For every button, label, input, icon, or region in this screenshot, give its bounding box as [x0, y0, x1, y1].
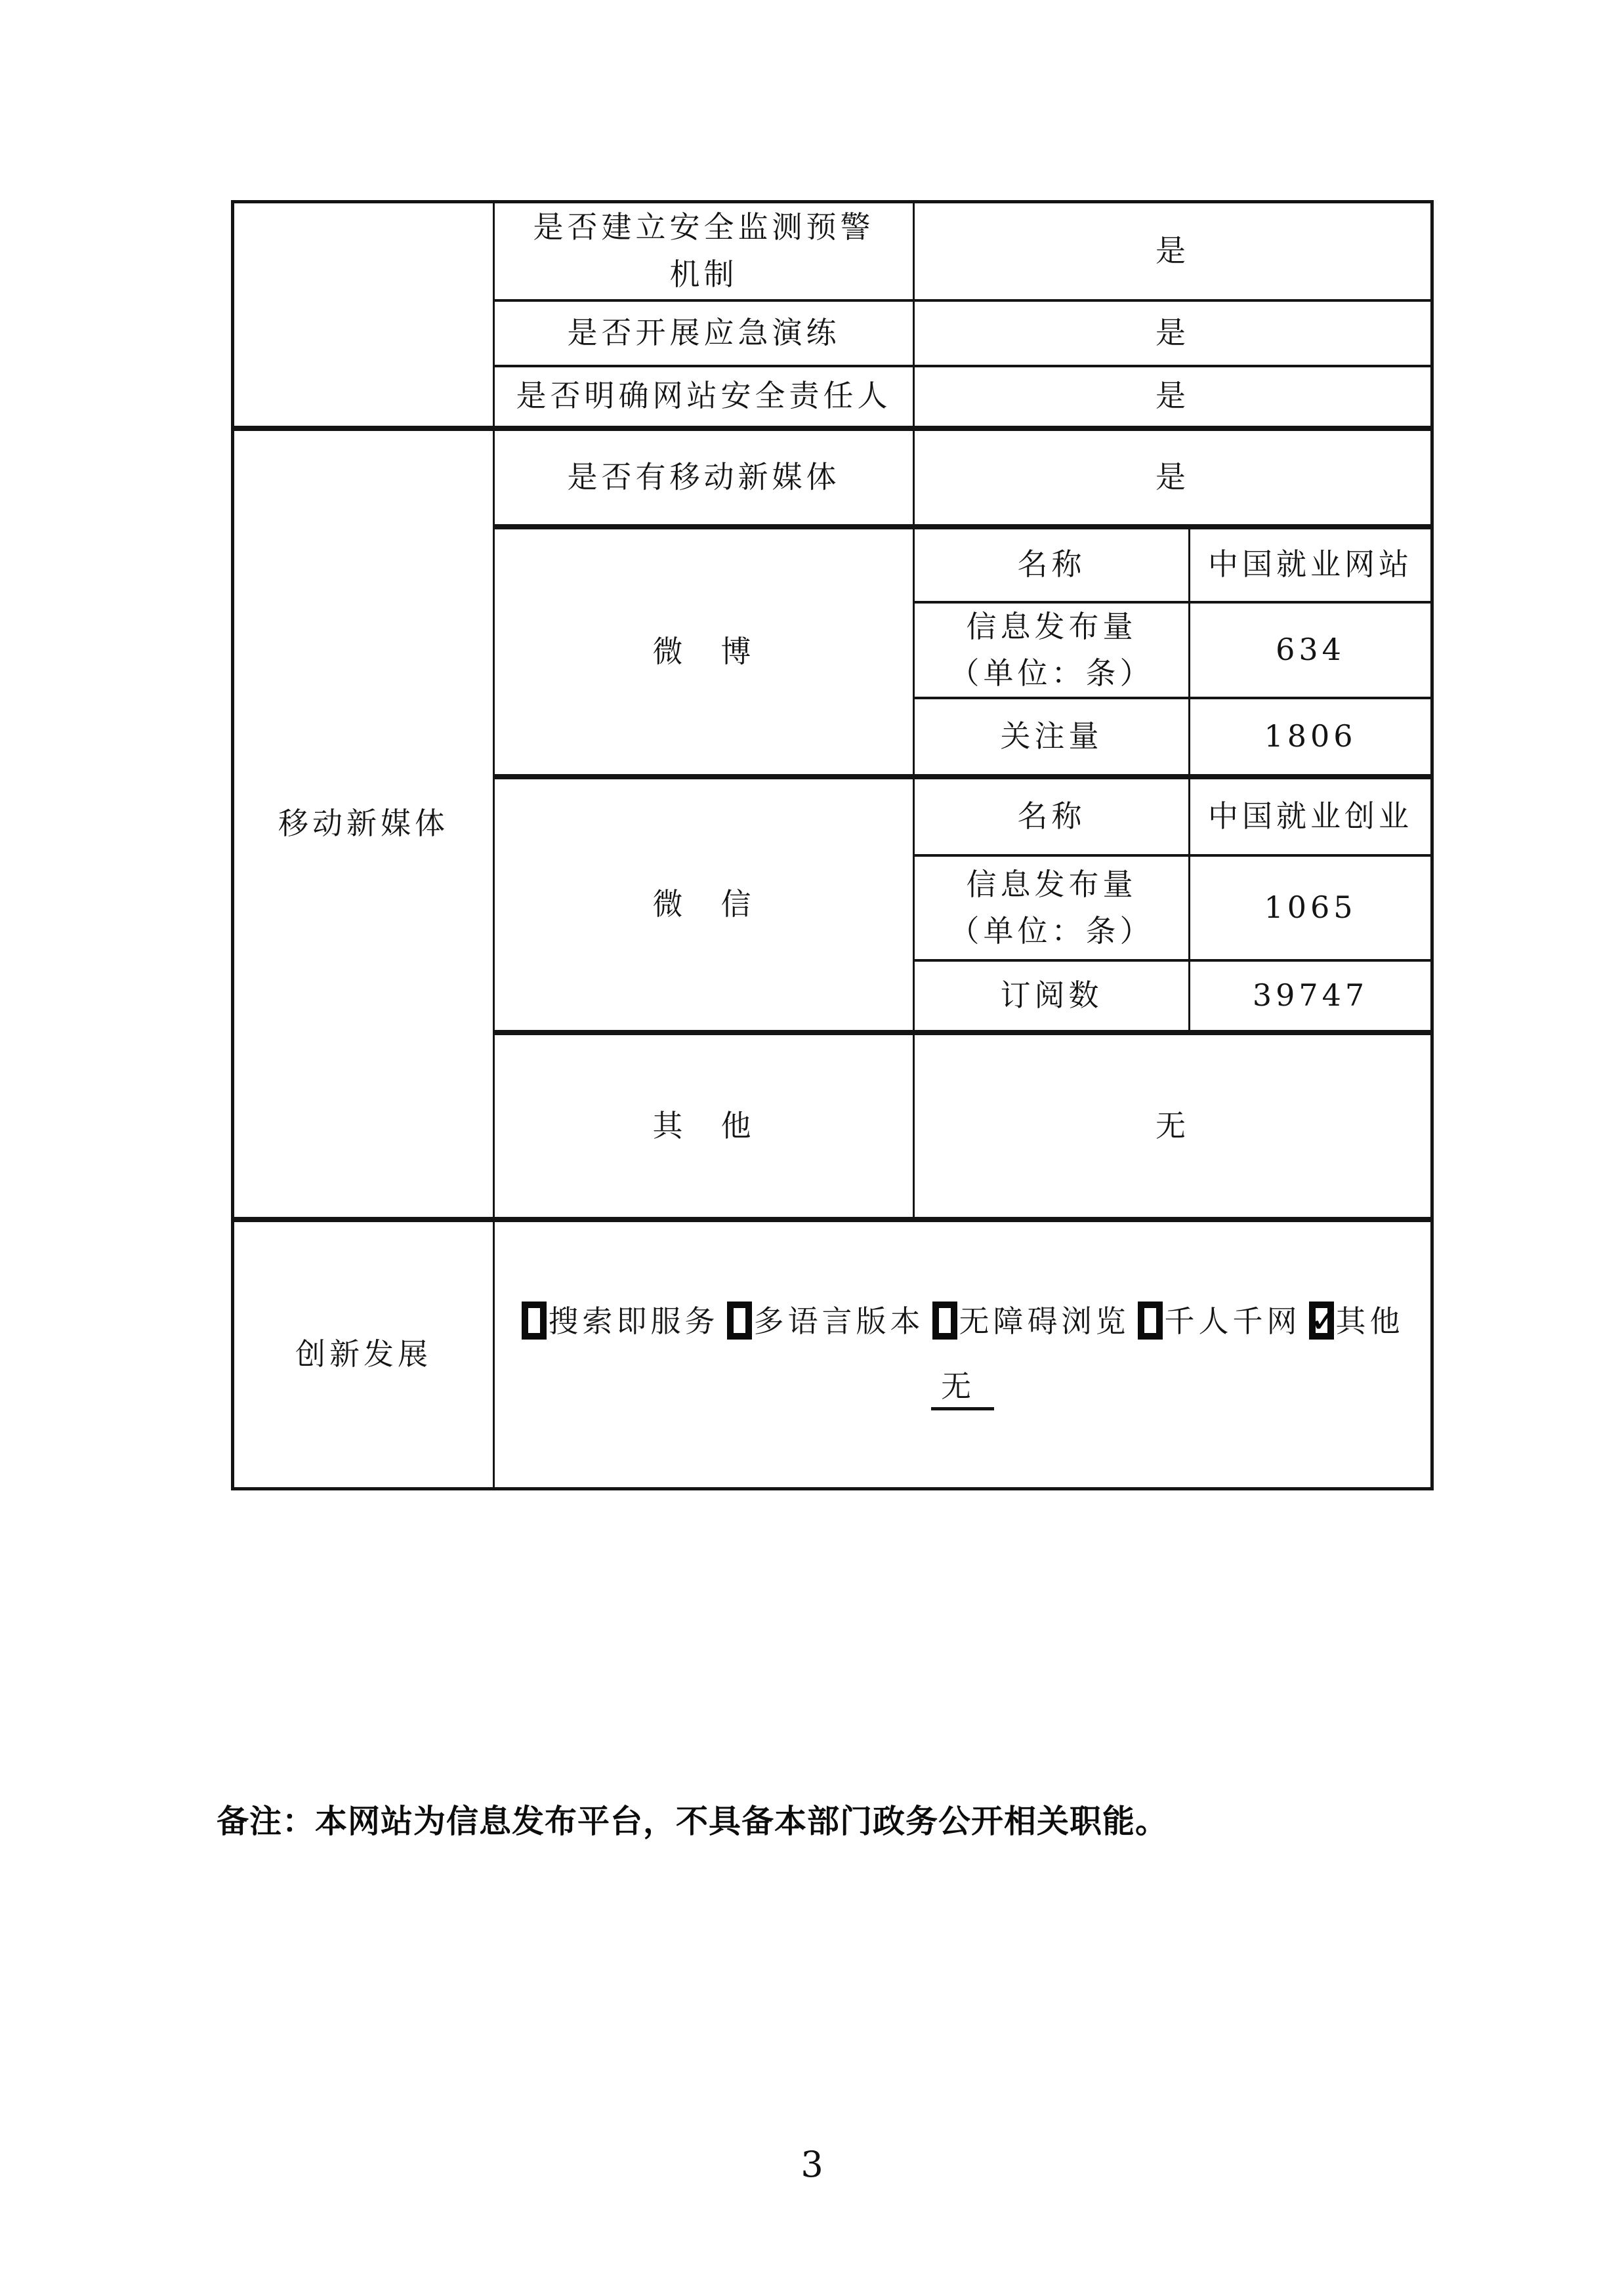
- checkbox-personalized-unchecked-icon: [1138, 1302, 1163, 1340]
- weibo-group-cell: 微 博: [494, 527, 914, 777]
- wechat-name-label-cell: 名称: [914, 777, 1190, 855]
- wechat-name-value-cell: 中国就业创业: [1190, 777, 1432, 855]
- wechat-subscribers-label-cell: 订阅数: [914, 960, 1190, 1033]
- option-multilingual-label: 多语言版本: [753, 1303, 925, 1340]
- security-responsible-value-cell: 是: [914, 366, 1432, 428]
- mobile-media-category-cell: 移动新媒体: [233, 428, 494, 1220]
- innovation-other-value: 无: [931, 1366, 994, 1410]
- other-media-value-cell: 无: [914, 1033, 1432, 1220]
- weibo-posts-label-cell: [914, 602, 1190, 699]
- annual-report-table: [231, 200, 1434, 1490]
- wechat-subscribers-value-cell: 39747: [1190, 960, 1432, 1033]
- option-accessibility-label: 无障碍浏览: [959, 1303, 1130, 1340]
- wechat-posts-label-line1: 信息发布量: [966, 866, 1137, 902]
- wechat-posts-label-line2: （单位：条）: [949, 913, 1154, 949]
- option-other-label: 其他: [1335, 1303, 1404, 1340]
- other-media-label-cell: 其 他: [494, 1033, 914, 1220]
- checkmark-icon: ✓: [1309, 1299, 1341, 1342]
- innovation-options-line: [495, 1298, 1430, 1344]
- security-monitor-label-cell: [494, 202, 914, 300]
- innovation-content-cell: [494, 1220, 1432, 1488]
- emergency-drill-value-cell: 是: [914, 300, 1432, 366]
- checkbox-multilingual-unchecked-icon: [727, 1302, 752, 1340]
- option-personalized-label: 千人千网: [1164, 1303, 1301, 1340]
- innovation-other-line: [495, 1366, 1430, 1410]
- weibo-posts-label-line2: （单位：条）: [949, 655, 1154, 691]
- weibo-followers-value-cell: 1806: [1190, 698, 1432, 777]
- security-monitor-label-line1: 是否建立安全监测预警: [533, 209, 875, 245]
- has-mobile-media-label-cell: 是否有移动新媒体: [494, 428, 914, 527]
- security-monitor-label-line2: 机制: [669, 256, 738, 292]
- weibo-followers-label-cell: 关注量: [914, 698, 1190, 777]
- innovation-category-cell: 创新发展: [233, 1220, 494, 1488]
- empty-category-cell: [233, 202, 494, 428]
- wechat-posts-label-cell: [914, 855, 1190, 960]
- checkbox-accessibility-unchecked-icon: [932, 1302, 957, 1340]
- option-search-as-service-label: 搜索即服务: [548, 1303, 719, 1340]
- weibo-posts-value-cell: 634: [1190, 602, 1432, 699]
- remark-note: 备注：本网站为信息发布平台，不具备本部门政务公开相关职能。: [217, 1803, 1169, 1840]
- checkbox-other-checked-icon: [1309, 1299, 1341, 1342]
- security-responsible-label-cell: 是否明确网站安全责任人: [494, 366, 914, 428]
- has-mobile-media-value-cell: 是: [914, 428, 1432, 527]
- security-monitor-value-cell: 是: [914, 202, 1432, 300]
- weibo-name-value-cell: 中国就业网站: [1190, 527, 1432, 602]
- page-number: 3: [801, 2144, 823, 2185]
- wechat-posts-value-cell: 1065: [1190, 855, 1432, 960]
- weibo-name-label-cell: 名称: [914, 527, 1190, 602]
- emergency-drill-label-cell: 是否开展应急演练: [494, 300, 914, 366]
- checkbox-search-as-service-unchecked-icon: [522, 1302, 547, 1340]
- weibo-posts-label-line1: 信息发布量: [966, 608, 1137, 644]
- wechat-group-cell: 微 信: [494, 777, 914, 1033]
